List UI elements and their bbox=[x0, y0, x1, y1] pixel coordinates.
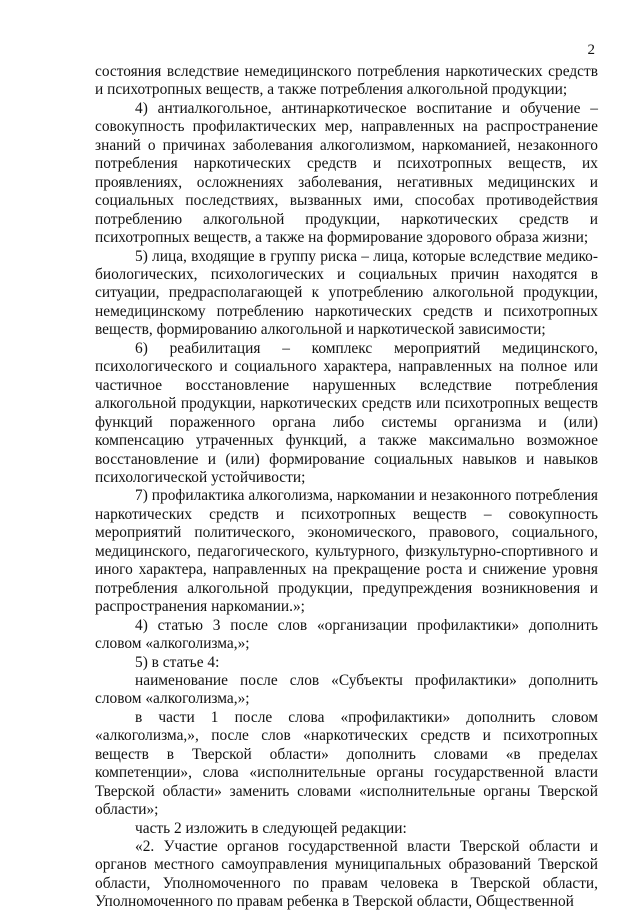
paragraph-item-4-definition: 4) антиалкогольное, антинаркотическое воспитание и обучение – совокупность профилактических мер, направленных на распространение знаний о причинах заболевания алкоголизмом, наркоманией, незаконного потребления наркотических средств и психотропных веществ, их проявлениях, осложнениях заболевания, негативных медицинских и социальных последствиях, вызванных ими, способах противодействия потреблению алкогольной продукции, наркотических средств и психотропных веществ, а также на формирование здорового образа жизни; bbox=[95, 99, 598, 247]
paragraph-article-4-part-2-text: «2. Участие органов государственной власти Тверской области и органов местного самоуправления муниципальных образований Тверской области, Уполномоченного по правам человека в Тверской области, Уполномоченного по правам ребенка в Тверской области, Общественной bbox=[95, 838, 598, 911]
page-number: 2 bbox=[587, 42, 595, 58]
paragraph-item-7-definition: 7) профилактика алкоголизма, наркомании и незаконного потребления наркотических средств и психотропных веществ – совокупность мероприятий политического, экономического, правового, социального, медицинского, педагогического, культурного, физкультурно-спортивного и иного характера, направленных на прекращение роста и снижение уровня потребления алкогольной продукции, предупреждения возникновения и распространения наркомании.»; bbox=[95, 487, 598, 616]
paragraph-article-3-amendment: 4) статью 3 после слов «организации профилактики» дополнить словом «алкоголизма,»; bbox=[95, 616, 598, 653]
paragraph-continuation: состояния вследствие немедицинского потребления наркотических средств и психотропных веществ, а также потребления алкогольной продукции; bbox=[95, 63, 598, 99]
paragraph-article-4-part-2-intro: часть 2 изложить в следующей редакции: bbox=[135, 819, 407, 837]
paragraph-article-4-part-1-amendment: в части 1 после слова «профилактики» дополнить словом «алкоголизма,», после слов «наркотических средств и психотропных веществ в Тверской области» дополнить словами «в пределах компетенции», слова «исполнительные органы государственной власти Тверской области» заменить словами «исполнительные органы Тверской области»; bbox=[95, 708, 598, 819]
paragraph-item-6-definition: 6) реабилитация – комплекс мероприятий медицинского, психологического и социального характера, направленных на полное или частичное восстановление нарушенных вследствие потребления алкогольной продукции, наркотических средств или психотропных веществ функций пораженного органа либо системы организма и (или) компенсацию утраченных функций, а также максимально возможное восстановление и (или) формирование социальных навыков и навыков психологической устойчивости; bbox=[95, 339, 598, 486]
paragraph-item-5-definition: 5) лица, входящие в группу риска – лица, которые вследствие медико-биологических, психологических и социальных причин находятся в ситуации, предрасполагающей к употреблению алкогольной продукции, немедицинскому потреблению наркотических средств и психотропных веществ, формированию алкогольной и наркотической зависимости; bbox=[95, 247, 598, 339]
document-body bbox=[95, 63, 598, 912]
paragraph-article-4-title-amendment: наименование после слов «Субъекты профилактики» дополнить словом «алкоголизма,»; bbox=[95, 671, 598, 708]
paragraph-article-4-heading: 5) в статье 4: bbox=[135, 653, 220, 671]
